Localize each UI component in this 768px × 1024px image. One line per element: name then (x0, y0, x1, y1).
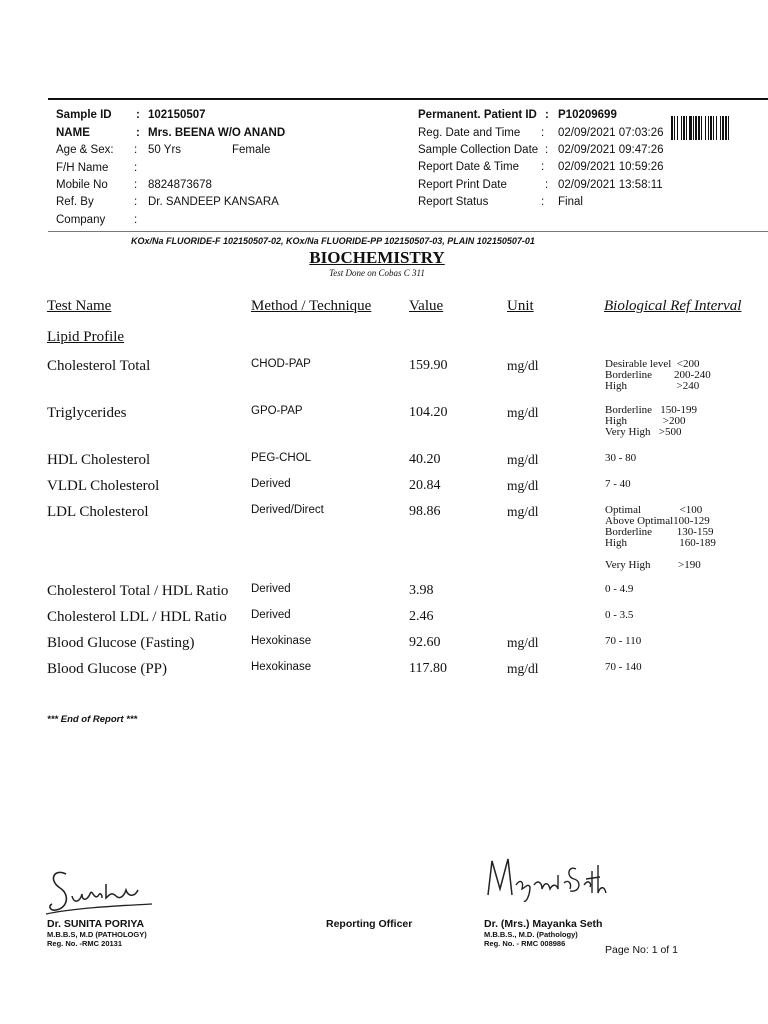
colon: : (136, 109, 140, 121)
print-date-label: Report Print Date (418, 179, 507, 191)
ref-interval (605, 505, 716, 571)
test-method: PEG-CHOL (251, 452, 312, 464)
barcode-bar (729, 116, 731, 140)
ref-interval (605, 662, 642, 673)
test-value: 20.84 (409, 478, 441, 493)
test-method: CHOD-PAP (251, 358, 311, 370)
end-of-report: *** End of Report *** (47, 714, 138, 725)
ppid-label: Permanent. Patient ID (418, 109, 537, 121)
ref-interval-line: High >200 (605, 415, 686, 427)
ref-interval-line: 30 - 80 (605, 452, 637, 464)
collection-date-label: Sample Collection Date (418, 144, 539, 156)
signature-right (480, 855, 610, 907)
ref-interval (605, 359, 711, 392)
ref-interval-line: High >240 (605, 380, 700, 392)
sample-id-value: 102150507 (148, 109, 206, 121)
colon: : (134, 144, 138, 156)
ref-interval-line: 7 - 40 (605, 478, 631, 490)
ref-interval-line: Borderline 150-199 (605, 404, 697, 416)
test-method: Hexokinase (251, 661, 312, 673)
test-name: VLDL Cholesterol (47, 478, 160, 494)
test-value: 40.20 (409, 452, 441, 467)
age-sex-label: Age & Sex: (56, 144, 114, 156)
test-value: 3.98 (409, 583, 434, 598)
fh-name-label: F/H Name (56, 162, 109, 174)
ref-interval (605, 405, 697, 438)
barcode (671, 116, 768, 140)
patient-name: Mrs. BEENA W/O ANAND (148, 127, 286, 139)
ref-interval (605, 610, 633, 621)
test-name: Blood Glucose (Fasting) (47, 635, 195, 651)
test-method: Hexokinase (251, 635, 312, 647)
test-method: Derived (251, 609, 291, 621)
ref-interval-line: Desirable level <200 (605, 358, 700, 370)
test-name: Cholesterol Total (47, 358, 151, 374)
report-date-value: 02/09/2021 10:59:26 (558, 161, 664, 173)
header-divider (48, 231, 768, 232)
ref-interval-line: Above Optimal100-129 (605, 515, 710, 527)
reg-date-value: 02/09/2021 07:03:26 (558, 127, 664, 139)
colon: : (134, 179, 138, 191)
right-signatory-qual: M.B.B.S., M.D. (Pathology) (484, 930, 578, 939)
company-label: Company (56, 214, 106, 226)
test-method: GPO-PAP (251, 405, 303, 417)
sample-id-label: Sample ID (56, 109, 112, 121)
test-method: Derived (251, 478, 291, 490)
test-value: 98.86 (409, 504, 441, 519)
group-title: Lipid Profile (47, 329, 125, 345)
colon: : (545, 109, 549, 121)
col-test-name: Test Name (47, 298, 112, 314)
test-name: LDL Cholesterol (47, 504, 149, 520)
test-value: 117.80 (409, 661, 447, 676)
name-label: NAME (56, 127, 90, 139)
test-method: Derived/Direct (251, 504, 324, 516)
test-unit: mg/dl (507, 478, 539, 493)
col-ref-interval: Biological Ref Interval (604, 298, 742, 314)
test-name: Cholesterol LDL / HDL Ratio (47, 609, 227, 625)
test-name: Blood Glucose (PP) (47, 661, 167, 677)
ref-by-label: Ref. By (56, 196, 94, 208)
ref-interval-line: Very High >190 (605, 559, 701, 571)
report-status-value: Final (558, 196, 583, 208)
col-unit: Unit (507, 298, 534, 314)
sex-value: Female (232, 144, 271, 156)
left-signatory-name: Dr. SUNITA PORIYA (47, 918, 145, 930)
col-method: Method / Technique (251, 298, 372, 314)
mobile-label: Mobile No (56, 179, 108, 191)
ref-interval-line: 0 - 4.9 (605, 583, 634, 595)
right-signatory-reg: Reg. No. - RMC 008986 (484, 939, 566, 948)
page-number: Page No: 1 of 1 (605, 944, 678, 956)
ref-interval (605, 584, 633, 595)
mobile-value: 8824873678 (148, 179, 212, 191)
ref-interval-line: Very High >500 (605, 426, 682, 438)
test-method: Derived (251, 583, 291, 595)
test-name: Cholesterol Total / HDL Ratio (47, 583, 229, 599)
reg-date-label: Reg. Date and Time (418, 127, 521, 139)
ref-by-value: Dr. SANDEEP KANSARA (148, 196, 279, 208)
age-value: 50 Yrs (148, 144, 182, 156)
ref-interval (605, 453, 636, 464)
test-value: 159.90 (409, 358, 448, 373)
colon: : (541, 161, 545, 173)
signature-left (44, 866, 154, 918)
colon: : (136, 127, 140, 139)
test-unit: mg/dl (507, 358, 539, 373)
report-status-label: Report Status (418, 196, 489, 208)
ref-interval-line: Borderline 130-159 (605, 526, 714, 538)
test-unit: mg/dl (507, 405, 539, 420)
test-name: HDL Cholesterol (47, 452, 151, 468)
section-subtitle: Test Done on Cobas C 311 (329, 268, 425, 278)
left-signatory-reg: Reg. No. -RMC 20131 (47, 939, 123, 948)
ref-interval-line: Borderline 200-240 (605, 369, 711, 381)
ref-interval-line: Optimal <100 (605, 504, 703, 516)
test-unit: mg/dl (507, 661, 539, 676)
ref-interval-line: 70 - 140 (605, 661, 642, 673)
colon: : (545, 179, 549, 191)
section-title: BIOCHEMISTRY (309, 248, 445, 267)
test-name: Triglycerides (47, 405, 127, 421)
print-date-value: 02/09/2021 13:58:11 (558, 179, 663, 191)
test-value: 2.46 (409, 609, 434, 624)
reporting-officer: Reporting Officer (326, 918, 413, 930)
col-value: Value (409, 298, 444, 314)
test-unit: mg/dl (507, 635, 539, 650)
sample-line: KOx/Na FLUORIDE-F 102150507-02, KOx/Na FLUORIDE-PP 102150507-03, PLAIN 102150507-01 (131, 236, 535, 246)
ref-interval-line: 0 - 3.5 (605, 609, 634, 621)
colon: : (541, 196, 545, 208)
top-rule (48, 98, 768, 100)
colon: : (134, 162, 138, 174)
test-unit: mg/dl (507, 452, 539, 467)
ppid-value: P10209699 (558, 109, 617, 121)
collection-date-value: 02/09/2021 09:47:26 (558, 144, 664, 156)
ref-interval-line: High 160-189 (605, 537, 716, 549)
test-value: 92.60 (409, 635, 441, 650)
test-unit: mg/dl (507, 504, 539, 519)
colon: : (541, 127, 545, 139)
ref-interval-line: 70 - 110 (605, 635, 642, 647)
colon: : (134, 214, 138, 226)
colon: : (134, 196, 138, 208)
report-date-label: Report Date & Time (418, 161, 519, 173)
ref-interval (605, 636, 641, 647)
test-value: 104.20 (409, 405, 448, 420)
left-signatory-qual: M.B.B.S, M.D (PATHOLOGY) (47, 930, 147, 939)
right-signatory-name: Dr. (Mrs.) Mayanka Seth (484, 918, 603, 930)
ref-interval (605, 479, 631, 490)
colon: : (545, 144, 549, 156)
